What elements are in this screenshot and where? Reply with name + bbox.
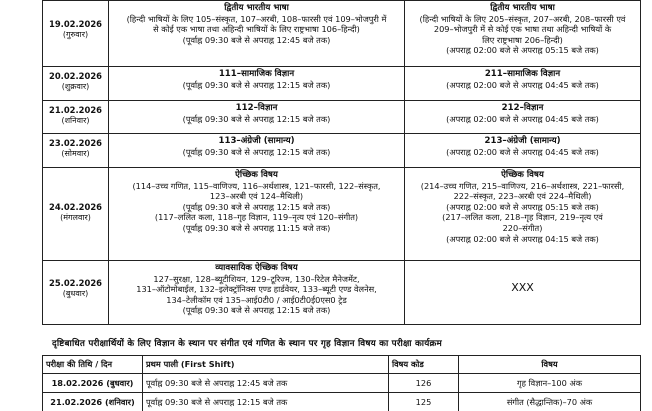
subject-detail: 127–सुरक्षा, 128–ब्यूटीशियन, 129–टूरिज्म, 130–रिटेल मैनेजमेंट,	[153, 273, 360, 284]
shift-time: (पूर्वाह्न 09:30 बजे से अपराह्न 12:45 बजे तक)	[182, 34, 331, 45]
subject-title: व्यावसायिक ऐच्छिक विषय	[215, 263, 298, 273]
shift-time: (अपराह्न 02:00 बजे से अपराह्न 05:15 बजे तक)	[446, 201, 599, 212]
shift-time: (अपराह्न 02:00 बजे से अपराह्न 04:45 बजे तक)	[446, 146, 599, 157]
shift-time: (पूर्वाह्न 09:30 बजे से अपराह्न 11:15 बजे तक)	[182, 222, 331, 233]
column-header: विषय	[459, 356, 641, 374]
shift-time: (अपराह्न 02:00 बजे से अपराह्न 04:45 बजे तक)	[446, 79, 599, 90]
table-row	[43, 393, 641, 411]
exam-date: 24.02.2026	[49, 202, 102, 212]
subject-title: 212–विज्ञान	[501, 103, 544, 113]
exam-date: 20.02.2026	[49, 71, 102, 81]
visually-impaired-schedule-title: दृष्टिबाधित परीक्षार्थियों के लिए विज्ञान के स्थान पर संगीत एवं गणित के स्थान पर गृह विज्ञान विषय का परीक्षा कार्यक्रम	[52, 339, 442, 349]
exam-date: 21.02.2026	[49, 105, 102, 115]
table-header-row	[43, 356, 641, 374]
subject-detail: 131–ऑटोमोबाईल, 132–इलेक्ट्रॉनिक्स एण्ड हार्डवेयर, 133–ब्यूटी एण्ड वेलनेस,	[136, 284, 377, 295]
subject-detail: 134–टेलीकॉम एवं 135–आई0टी0 / आई0टी0ई0एस0 ट्रेड	[166, 294, 347, 305]
column-header: विषय कोड	[389, 356, 459, 374]
second-shift-cell	[405, 101, 641, 134]
subject-detail: 222–संस्कृत, 223–अरबी एवं 224–मैथिली)	[453, 191, 592, 202]
subject-detail: (हिन्दी भाषियों के लिए 105–संस्कृत, 107–अरबी, 108–फारसी एवं 109–भोजपुरी में	[126, 13, 387, 24]
date-cell	[43, 168, 109, 261]
exam-date: 21.02.2026 (शनिवार)	[43, 393, 143, 411]
exam-day: (गुरुवार)	[62, 29, 89, 39]
date-cell	[43, 1, 109, 67]
second-shift-cell	[405, 1, 641, 67]
subject-title: 111–सामाजिक विज्ञान	[218, 69, 295, 79]
shift-time: (पूर्वाह्न 09:30 बजे से अपराह्न 12:15 बजे तक)	[182, 146, 331, 157]
subject-title: द्वितीय भारतीय भाषा	[490, 3, 555, 13]
date-cell	[43, 101, 109, 134]
subject-title: 213–अंग्रेजी (सामान्य)	[484, 136, 561, 146]
date-cell	[43, 67, 109, 101]
first-shift-cell	[109, 168, 405, 261]
first-shift-cell	[109, 1, 405, 67]
shift-time: (पूर्वाह्न 09:30 बजे से अपराह्न 12:15 बजे तक)	[182, 79, 331, 90]
subject-title: ऐच्छिक विषय	[501, 170, 544, 180]
shift-time: पूर्वाह्न 09:30 बजे से अपराह्न 12:45 बजे तक	[143, 374, 389, 393]
shift-time: (अपराह्न 02:00 बजे से अपराह्न 04:45 बजे तक)	[446, 113, 599, 124]
subject-title: 112–विज्ञान	[235, 103, 278, 113]
first-shift-cell	[109, 67, 405, 101]
shift-time: पूर्वाह्न 09:30 बजे से अपराह्न 12:15 बजे तक	[143, 393, 389, 411]
exam-day: (मंगलवार)	[60, 212, 91, 222]
schedule-row	[43, 134, 641, 168]
subject-title: द्वितीय भारतीय भाषा	[224, 3, 289, 13]
shift-time: (पूर्वाह्न 09:30 बजे से अपराह्न 12:15 बजे तक)	[182, 305, 331, 316]
exam-day: (शुक्रवार)	[61, 81, 90, 91]
subject-name: संगीत (सैद्धान्तिक)–70 अंक	[459, 393, 641, 411]
second-shift-cell	[405, 168, 641, 261]
schedule-row	[43, 1, 641, 67]
schedule-row	[43, 261, 641, 325]
schedule-row	[43, 168, 641, 261]
shift-time: (अपराह्न 02:00 बजे से अपराह्न 05:15 बजे तक)	[446, 45, 599, 56]
subject-title: ऐच्छिक विषय	[235, 170, 278, 180]
subject-title: 211–सामाजिक विज्ञान	[484, 69, 561, 79]
subject-detail: (217–ललित कला, 218–गृह विज्ञान, 219–नृत्य एवं	[442, 212, 603, 223]
no-exam-marker: XXX	[511, 281, 534, 294]
exam-date: 19.02.2026	[49, 19, 102, 29]
subject-detail: 220–संगीत)	[502, 222, 543, 233]
subject-name: गृह विज्ञान–100 अंक	[459, 374, 641, 393]
shift-time: (पूर्वाह्न 09:30 बजे से अपराह्न 12:15 बजे तक)	[182, 201, 331, 212]
subject-detail: 123–अरबी एवं 124–मैथिली)	[209, 191, 304, 202]
subject-detail: 209–भोजपुरी में से कोई एक भाषा तथा अहिन्दी भाषियों के	[433, 24, 612, 35]
subject-code: 126	[389, 374, 459, 393]
visually-impaired-table	[42, 355, 641, 411]
exam-day: (शनिवार)	[61, 115, 90, 125]
subject-detail: से कोई एक भाषा तथा अहिन्दी भाषियों के लिए राष्ट्रभाषा 106–हिन्दी)	[153, 24, 360, 35]
second-shift-cell	[405, 67, 641, 101]
subject-detail: (214–उच्च गणित, 215–वाणिज्य, 216–अर्थशास्त्र, 221–फारसी,	[420, 180, 625, 191]
exam-date: 25.02.2026	[49, 278, 102, 288]
subject-code: 125	[389, 393, 459, 411]
schedule-row	[43, 67, 641, 101]
column-header: परीक्षा की तिथि / दिन	[43, 356, 143, 374]
subject-title: 113–अंग्रेजी (सामान्य)	[218, 136, 295, 146]
schedule-row	[43, 101, 641, 134]
date-cell	[43, 134, 109, 168]
exam-date: 23.02.2026	[49, 138, 102, 148]
exam-schedule-table	[42, 0, 641, 325]
first-shift-cell	[109, 261, 405, 325]
table-row	[43, 374, 641, 393]
first-shift-cell	[109, 134, 405, 168]
subject-detail: (हिन्दी भाषियों के लिए 205–संस्कृत, 207–अरबी, 208–फारसी एवं	[419, 13, 626, 24]
exam-day: (बुधवार)	[62, 288, 89, 298]
column-header: प्रथम पाली (First Shift)	[143, 356, 389, 374]
first-shift-cell	[109, 101, 405, 134]
subject-detail: लिए राष्ट्रभाषा 206–हिन्दी)	[482, 34, 563, 45]
shift-time: (पूर्वाह्न 09:30 बजे से अपराह्न 12:15 बजे तक)	[182, 113, 331, 124]
date-cell	[43, 261, 109, 325]
subject-detail: (117–ललित कला, 118–गृह विज्ञान, 119–नृत्य एवं 120–संगीत)	[154, 212, 359, 223]
shift-time: (अपराह्न 02:00 बजे से अपराह्न 04:15 बजे तक)	[446, 233, 599, 244]
subject-detail: (114–उच्च गणित, 115–वाणिज्य, 116–अर्थशास्त्र, 121–फारसी, 122–संस्कृत,	[132, 180, 381, 191]
second-shift-cell	[405, 134, 641, 168]
exam-date: 18.02.2026 (बुधवार)	[43, 374, 143, 393]
second-shift-cell	[405, 261, 641, 325]
exam-day: (सोमवार)	[61, 148, 90, 158]
